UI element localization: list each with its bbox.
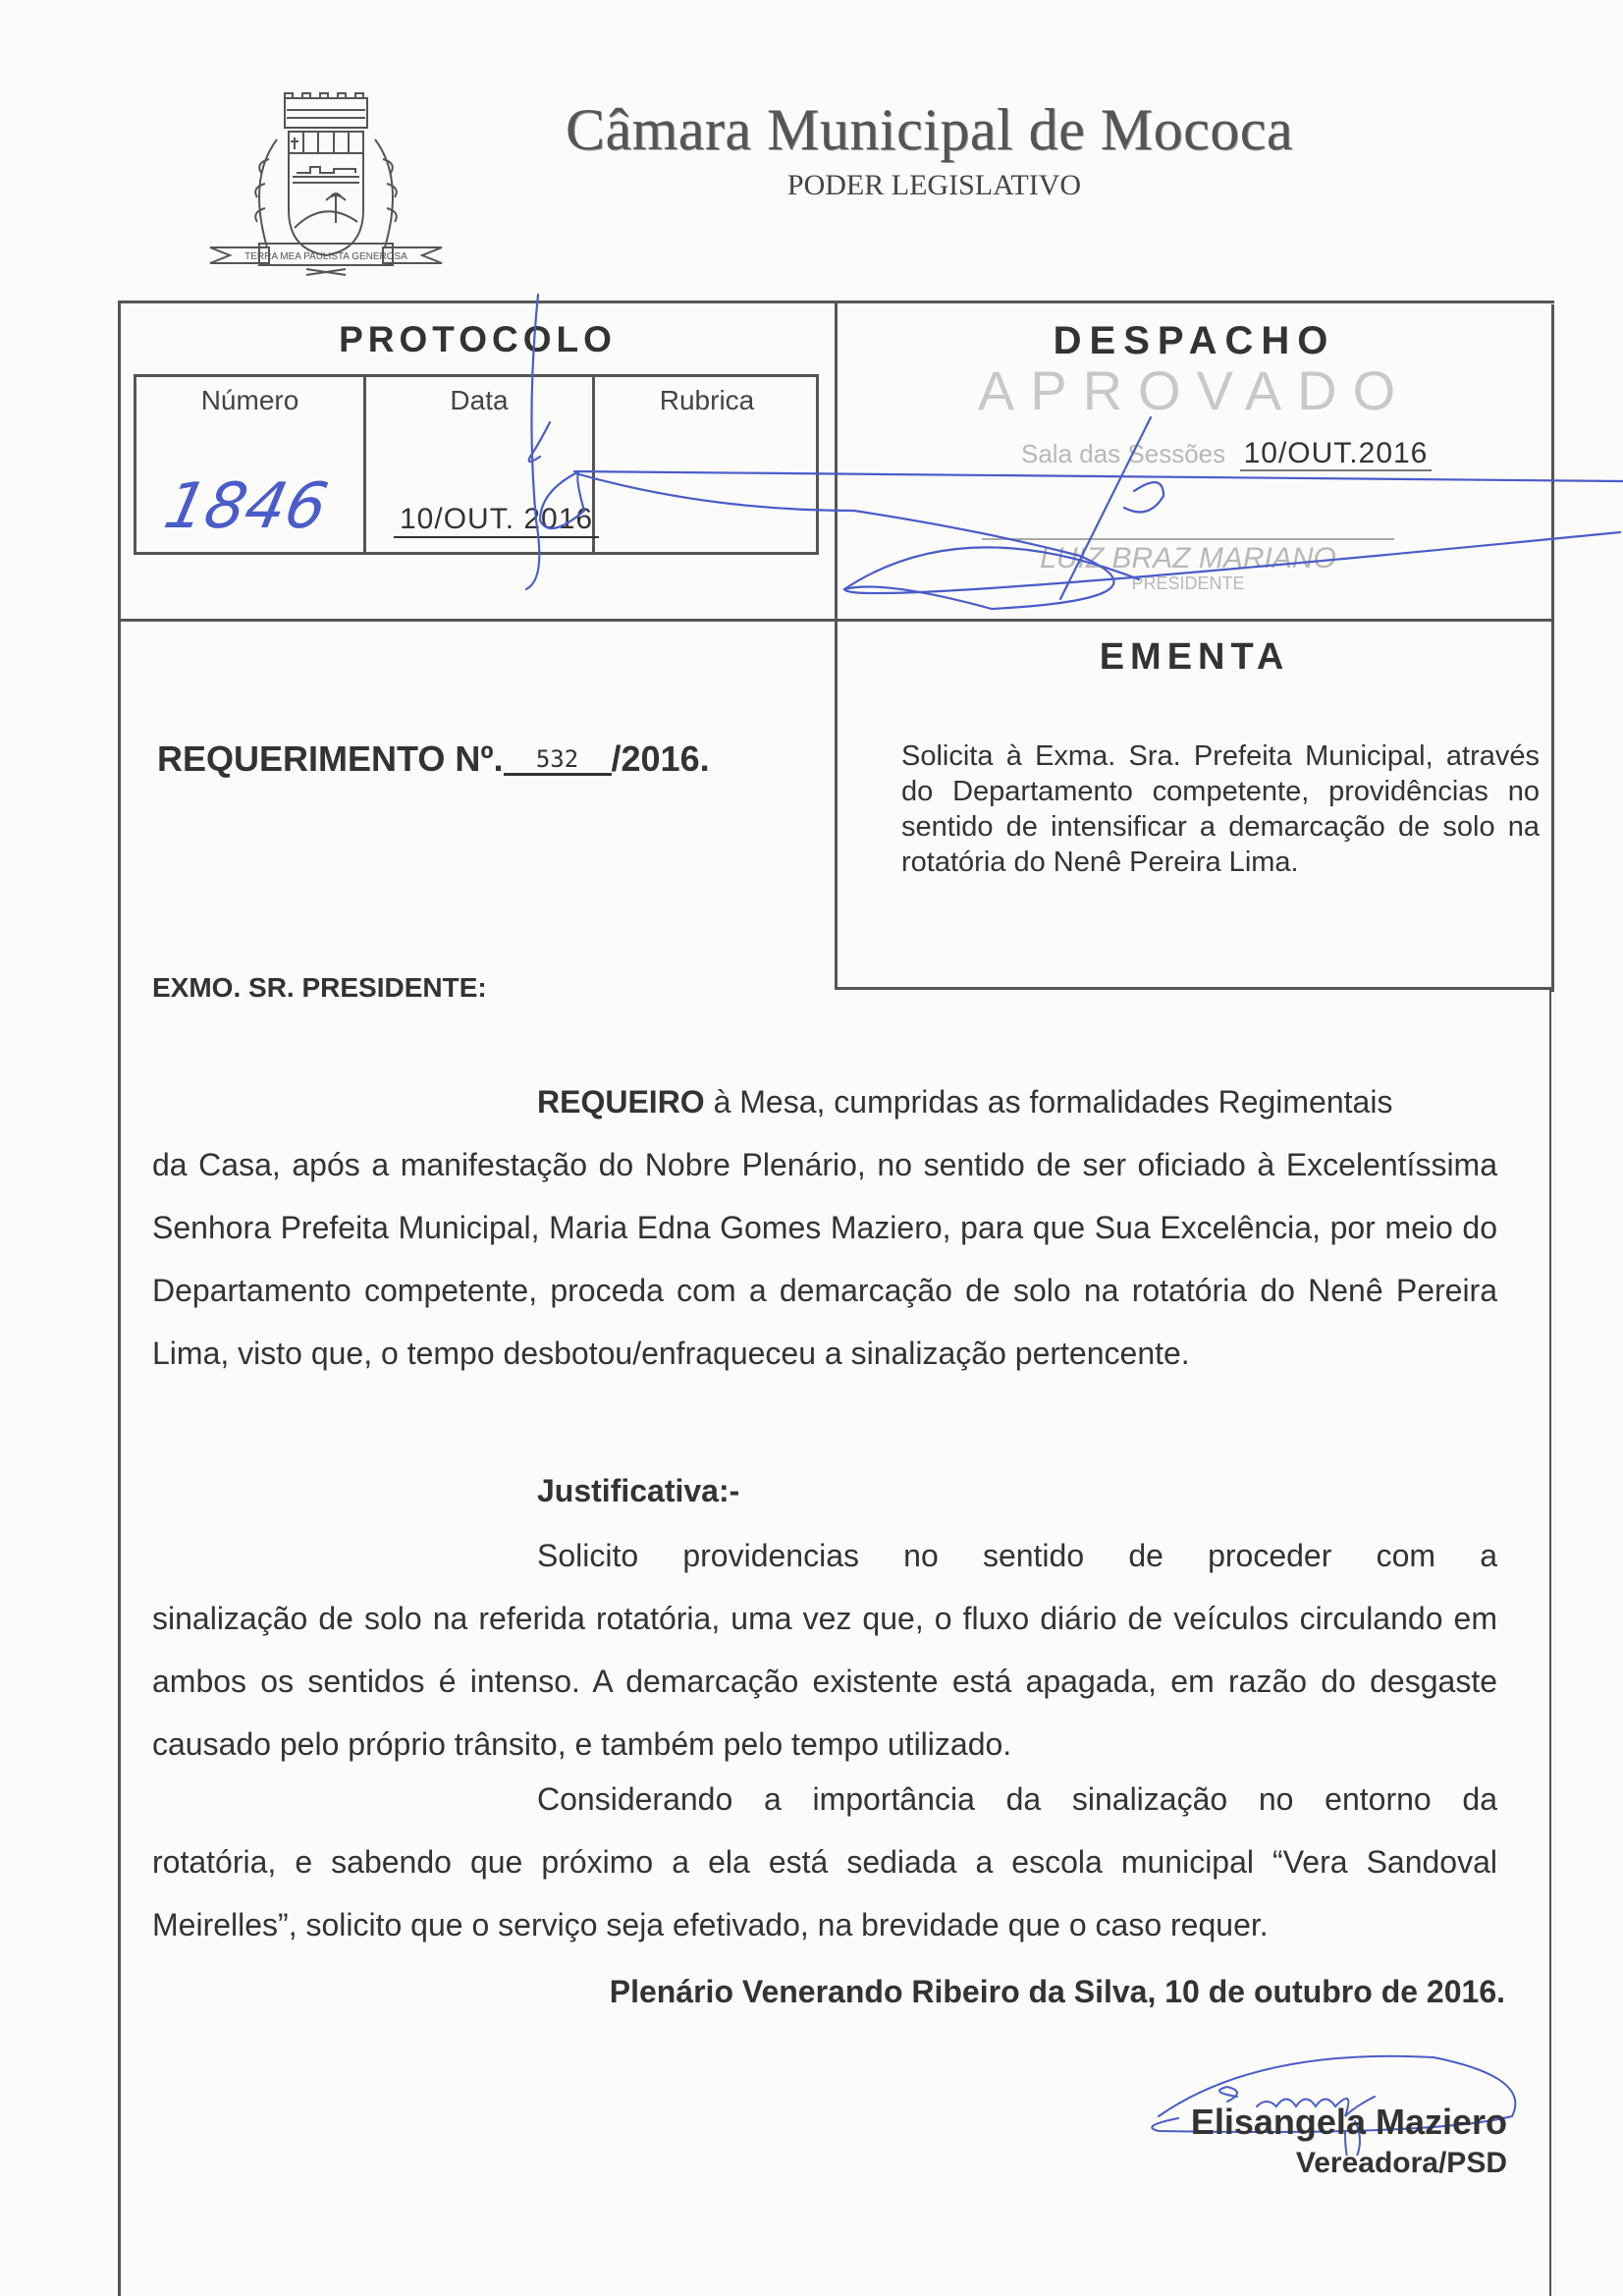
despacho-session-label: Sala das Sessões — [1021, 439, 1226, 468]
frame-right-border-bottom — [1549, 990, 1551, 2296]
institution-subtitle: PODER LEGISLATIVO — [786, 169, 1082, 201]
requerimento-heading — [157, 738, 710, 780]
salutation: EXMO. SR. PRESIDENTE: — [152, 972, 487, 1003]
signature-role: Vereadora/PSD — [1295, 2147, 1507, 2179]
body-paragraph-1 — [152, 1070, 1497, 1385]
protocolo-col-data: Data — [450, 385, 509, 415]
requerimento-label: REQUERIMENTO Nº. — [157, 738, 504, 779]
requerimento-number: 532 — [504, 745, 612, 776]
signature-name: Elisangela Maziero — [1190, 2102, 1507, 2142]
despacho-stamp-role: PRESIDENTE — [1131, 574, 1245, 593]
ementa-title: EMENTA — [1099, 636, 1290, 678]
justificativa-p1-first: Solicito providencias no sentido de proceder com a — [537, 1538, 1497, 1573]
rubrica-pen-strokes — [0, 0, 1623, 687]
body-paragraph-1-lead — [152, 1070, 1497, 1133]
requerimento-year: /2016. — [611, 738, 710, 779]
protocolo-data-value: 10/OUT. 2016 — [394, 503, 599, 538]
despacho-stamp-status: APROVADO — [977, 359, 1412, 421]
justificativa-p2-first: Considerando a importância da sinalização no entorno da — [537, 1781, 1497, 1817]
justificativa-p1-rest: sinalização de solo na referida rotatória, uma vez que, o fluxo diário de veículos circulando em ambos os sentidos é intenso. A demarcação existente está apagada, em razão do desgaste causado pelo próprio trânsito, e também pelo tempo utilizado. — [152, 1601, 1497, 1762]
institution-title: Câmara Municipal de Mococa — [565, 97, 1294, 162]
protocolo-title: PROTOCOLO — [339, 319, 617, 359]
despacho-stamp-name: LUIZ BRAZ MARIANO — [1040, 542, 1336, 574]
protocolo-col-numero: Número — [200, 385, 299, 415]
protocolo-numero-value: 1846 — [158, 470, 334, 543]
justificativa-heading: Justificativa:- — [537, 1473, 740, 1508]
justificativa-paragraph-1 — [152, 1524, 1497, 1776]
closing-line: Plenário Venerando Ribeiro da Silva, 10 de outubro de 2016. — [609, 1974, 1505, 2009]
despacho-stamp-date: 10/OUT.2016 — [1240, 437, 1433, 471]
justificativa-p2-rest: rotatória, e sabendo que próximo a ela está sediada a escola municipal “Vera Sandoval Meirelles”, solicito que o serviço seja efetivado, na brevidade que o caso requer. — [152, 1844, 1497, 1942]
ementa-text: Solicita à Exma. Sra. Prefeita Municipal, através do Departamento competente, providências no sentido de intensificar a demarcação de solo na rotatória do Nenê Pereira Lima. — [901, 740, 1540, 878]
body-lead-bold: REQUEIRO — [537, 1084, 705, 1120]
body-lead-rest: à Mesa, cumpridas as formalidades Regimentais — [704, 1084, 1393, 1120]
body-paragraph-1-rest: da Casa, após a manifestação do Nobre Plenário, no sentido de ser oficiado à Excelentíssima Senhora Prefeita Municipal, Maria Edna Gomes Maziero, para que Sua Excelência, por meio do Departamento competente, proceda com a demarcação de solo na rotatória do Nenê Pereira Lima, visto que, o tempo desbotou/enfraqueceu a sinalização pertencente. — [152, 1147, 1497, 1371]
svg-text:TERRA MEA PAULISTA GENEROSA: TERRA MEA PAULISTA GENEROSA — [244, 251, 407, 262]
despacho-title: DESPACHO — [1053, 319, 1336, 362]
justificativa-paragraph-2 — [152, 1768, 1497, 1956]
protocolo-col-rubrica: Rubrica — [659, 385, 755, 415]
ementa-box-bottom — [835, 987, 1554, 990]
